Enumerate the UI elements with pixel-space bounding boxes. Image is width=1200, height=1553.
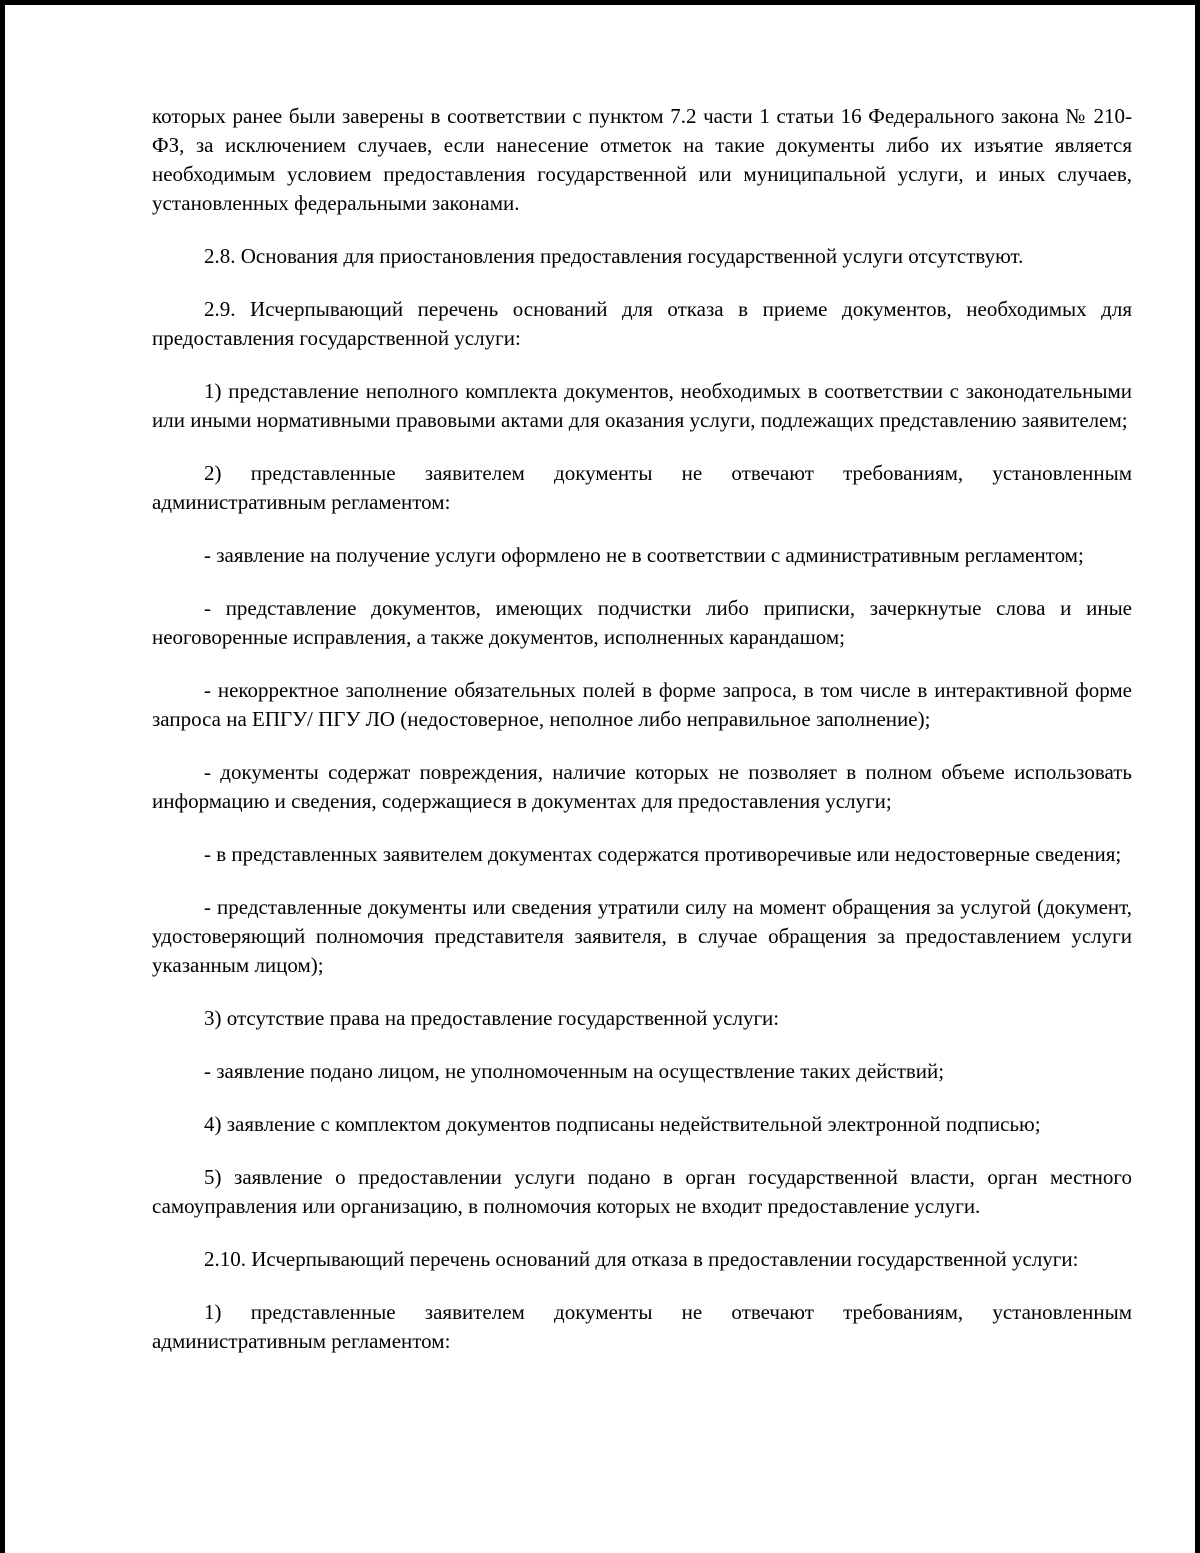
list-item-5: 5) заявление о предоставлении услуги подано в орган государственной власти, орган местного самоуправления или организацию, в полномочия которых не входит предоставление услуги.: [152, 1165, 1132, 1218]
scan-border-left: [0, 0, 5, 1553]
paragraph-2-8: 2.8. Основания для приостановления предоставления государственной услуги отсутствуют.: [204, 244, 1024, 268]
sub-item: - документы содержат повреждения, наличие которых не позволяет в полном объеме использовать информацию и сведения, содержащиеся в документах для предоставления услуги;: [152, 760, 1132, 813]
scan-border-right: [1195, 0, 1200, 1553]
list-item-2: 2) представленные заявителем документы не отвечают требованиям, установленным административным регламентом:: [152, 461, 1132, 514]
paragraph-2-9: 2.9. Исчерпывающий перечень оснований для отказа в приеме документов, необходимых для предоставления государственной услуги:: [152, 297, 1132, 350]
sub-item: - представленные документы или сведения утратили силу на момент обращения за услугой (документ, удостоверяющий полномочия представителя заявителя, в случае обращения за предоставлением услуги указанным лицом);: [152, 895, 1132, 977]
paragraph-continuation: которых ранее были заверены в соответствии с пунктом 7.2 части 1 статьи 16 Федерального закона № 210-ФЗ, за исключением случаев, если нанесение отметок на такие документы либо их изъятие является необходимым условием предоставления государственной или муниципальной услуги, и иных случаев, установленных федеральными законами.: [152, 104, 1132, 215]
list-item-1: 1) представление неполного комплекта документов, необходимых в соответствии с законодательными или иными нормативными правовыми актами для оказания услуги, подлежащих представлению заявителем;: [152, 379, 1132, 432]
list-item-3: 3) отсутствие права на предоставление государственной услуги:: [204, 1006, 780, 1030]
sub-item: - некорректное заполнение обязательных полей в форме запроса, в том числе в интерактивной форме запроса на ЕПГУ/ ПГУ ЛО (недостоверное, неполное либо неправильное заполнение);: [152, 678, 1132, 731]
sub-item: - представление документов, имеющих подчистки либо приписки, зачеркнутые слова и иные неоговоренные исправления, а также документов, исполненных карандашом;: [152, 596, 1132, 649]
sub-item: - в представленных заявителем документах содержатся противоречивые или недостоверные сведения;: [204, 842, 1122, 866]
scan-border-top: [0, 0, 1200, 5]
sub-item: - заявление подано лицом, не уполномоченным на осуществление таких действий;: [204, 1059, 945, 1083]
list-item-1: 1) представленные заявителем документы не отвечают требованиям, установленным административным регламентом:: [152, 1300, 1132, 1353]
sub-item: - заявление на получение услуги оформлено не в соответствии с административным регламентом;: [204, 543, 1084, 567]
paragraph-2-10: 2.10. Исчерпывающий перечень оснований для отказа в предоставлении государственной услуги:: [204, 1247, 1079, 1271]
document-body: [152, 102, 1132, 1380]
list-item-4: 4) заявление с комплектом документов подписаны недействительной электронной подписью;: [204, 1112, 1041, 1136]
